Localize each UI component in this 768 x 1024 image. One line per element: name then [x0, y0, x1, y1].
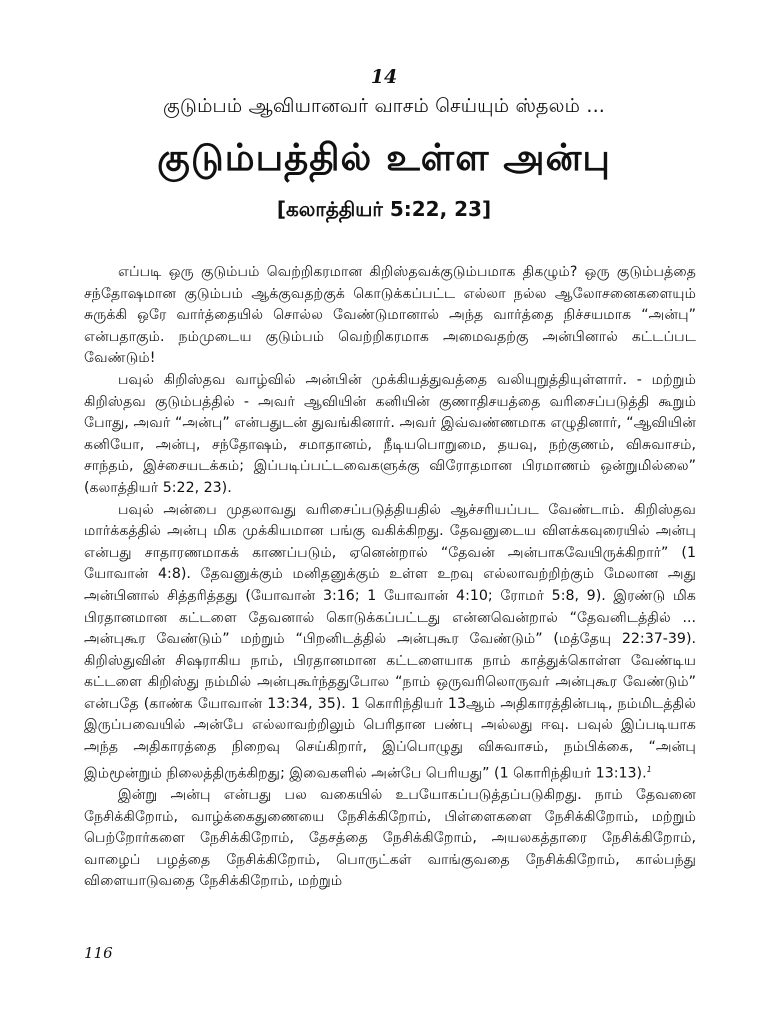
page-title: குடும்பத்தில் உள்ள அன்பு	[157, 136, 611, 179]
body-text	[84, 262, 696, 893]
running-title: குடும்பம் ஆவியானவர் வாசம் செய்யும் ஸ்தலம் ...	[162, 95, 606, 117]
paragraph-3	[84, 500, 696, 785]
paragraph-4: இன்று அன்பு என்பது பல வகையில் உபயோகப்படுத்தப்படுகிறது. நாம் தேவனை நேசிக்கிறோம், வாழ்க்கைதுணையை நேசிக்கிறோம், பிள்ளைகளை நேசிக்கிறோம், மற்றும் பெற்றோர்களை நேசிக்கிறோம், தேசத்தை நேசிக்கிறோம், அயலகத்தாரை நேசிக்கிறோம், வாழைப் பழத்தை நேசிக்கிறோம், பொருட்கள் வாங்குவதை நேசிக்கிறோம், கால்பந்து விளையாடுவதை நேசிக்கிறோம், மற்றும்	[84, 786, 696, 890]
paragraph-3-text: பவுல் அன்பை முதலாவது வரிசைப்படுத்தியதில் ஆச்சரியப்பட வேண்டாம். கிறிஸ்தவ மார்க்கத்தில் அன்பு மிக முக்கியமான பங்கு வகிக்கிறது. தேவனுடைய விளக்கவுரையில் அன்பு என்பது சாதாரணமாகக் காணப்படும், ஏனென்றால் “தேவன் அன்பாகவேயிருக்கிறார்” (1 யோவான் 4:8). தேவனுக்கும் மனிதனுக்கும் உள்ள உறவு எல்லாவற்றிற்கும் மேலான அது அன்பினால் சித்தரித்தது (யோவான் 3:16; 1 யோவான் 4:10; ரோமர் 5:8, 9). இரண்டு மிக பிரதானமான கட்டளை தேவனால் கொடுக்கப்பட்டது என்னவென்றால் “தேவனிடத்தில் ... அன்புகூர வேண்டும்” மற்றும் “பிறனிடத்தில் அன்புகூர வேண்டும்” (மத்தேயு 22:37-39). கிறிஸ்துவின் சிஷராகிய நாம், பிரதானமான கட்டளையாக நாம் காத்துக்கொள்ள வேண்டிய கட்டளை கிறிஸ்து நம்மில் அன்புகூர்ந்ததுபோல “நாம் ஒருவரிலொருவர் அன்புகூர வேண்டும்” என்பதே (காண்க யோவான் 13:34, 35). 1 கொரிந்தியர் 13ஆம் அதிகாரத்தின்படி, நம்மிடத்தில் இருப்பவையில் அன்பே எல்லாவற்றிலும் பெரிதான பண்பு அல்லது ஈவு. பவுல் இப்படியாக அந்த அதிகாரத்தை நிறைவு செய்கிறார், இப்பொழுது விசுவாசம், நம்பிக்கை, “அன்பு இம்மூன்றும் நிலைத்திருக்கிறது; இவைகளில் அன்பே பெரியது” (1 கொரிந்தியர் 13:13).	[84, 501, 696, 782]
paragraph-2: பவுல் கிறிஸ்தவ வாழ்வில் அன்பின் முக்கியத்துவத்தை வலியுறுத்தியுள்ளார். - மற்றும் கிறிஸ்தவ குடும்பத்தில் - அவர் ஆவியின் கனியின் குணாதிசயத்தை வரிசைப்படுத்தி கூறும் போது, அவர் “அன்பு” என்பதுடன் துவங்கினார். அவர் இவ்வண்ணமாக எழுதினார், “ஆவியின் கனியோ, அன்பு, சந்தோஷம், சமாதானம், நீடியபொறுமை, தயவு, நற்குணம், விசுவாசம், சாந்தம், இச்சையடக்கம்; இப்படிப்பட்டவைகளுக்கு விரோதமான பிரமாணம் ஒன்றுமில்லை” (கலாத்தியர் 5:22, 23).	[84, 371, 696, 496]
paragraph-1: எப்படி ஒரு குடும்பம் வெற்றிகரமான கிறிஸ்தவக்குடும்பமாக திகழும்? ஒரு குடும்பத்தை சந்தோஷமான குடும்பம் ஆக்குவதற்குக் கொடுக்கப்பட்ட எல்லா நல்ல ஆலோசனைகளையும் சுருக்கி ஒரே வார்த்தையில் சொல்ல வேண்டுமானால் அந்த வார்த்தை நிச்சயமாக “அன்பு” என்பதாகும். நம்முடைய குடும்பம் வெற்றிகரமாக அமைவதற்கு அன்பினால் கட்டப்பட வேண்டும்!	[84, 264, 696, 367]
scripture-reference: [கலாத்தியர் 5:22, 23]	[276, 197, 492, 221]
chapter-number: 14	[370, 66, 398, 88]
footnote-marker: 1	[646, 764, 652, 774]
page-number: 116	[84, 944, 113, 962]
